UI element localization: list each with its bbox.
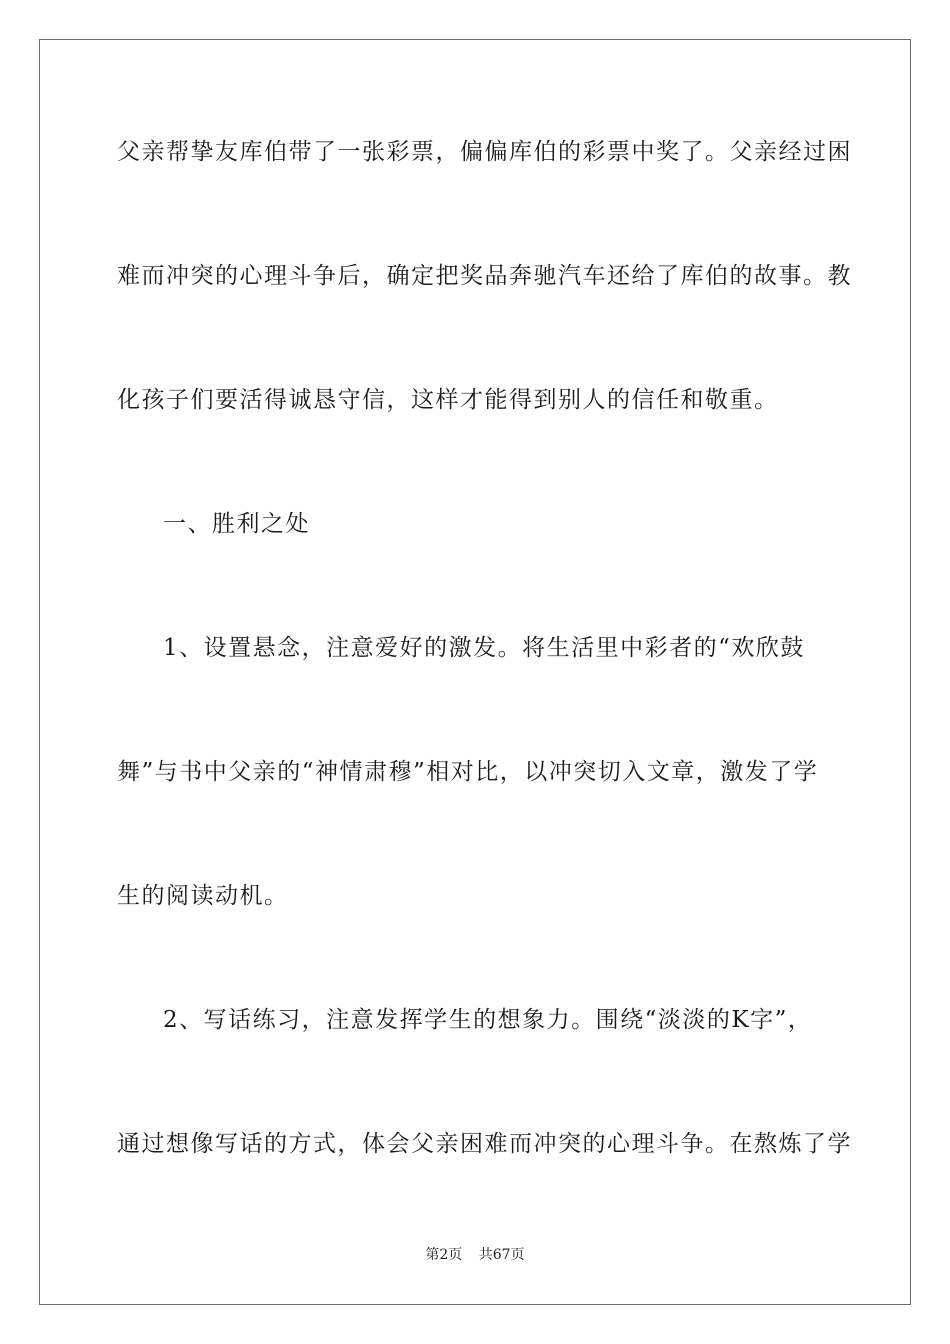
text-line: 1、设置悬念，注意爱好的激发。将生活里中彩者的“欢欣鼓	[163, 635, 805, 661]
page-footer	[0, 1246, 950, 1264]
page-number: 第2页	[425, 1247, 463, 1263]
section-heading: 一、胜利之处	[163, 511, 310, 537]
text-line: 父亲帮挚友库伯带了一张彩票，偏偏库伯的彩票中奖了。父亲经过困	[117, 139, 852, 165]
page-total: 共67页	[478, 1247, 525, 1263]
text-line: 难而冲突的心理斗争后，确定把奖品奔驰汽车还给了库伯的故事。教	[117, 263, 852, 289]
text-line: 通过想像写话的方式，体会父亲困难而冲突的心理斗争。在熬炼了学	[117, 1131, 852, 1157]
page-border	[39, 39, 911, 1305]
text-line: 2、写话练习，注意发挥学生的想象力。围绕“淡淡的K字”，	[163, 1007, 813, 1033]
text-line: 化孩子们要活得诚恳守信，这样才能得到别人的信任和敬重。	[117, 387, 779, 413]
text-line: 生的阅读动机。	[117, 883, 289, 909]
text-line: 舞”与书中父亲的“神情肃穆”相对比，以冲突切入文章，激发了学	[117, 759, 819, 785]
